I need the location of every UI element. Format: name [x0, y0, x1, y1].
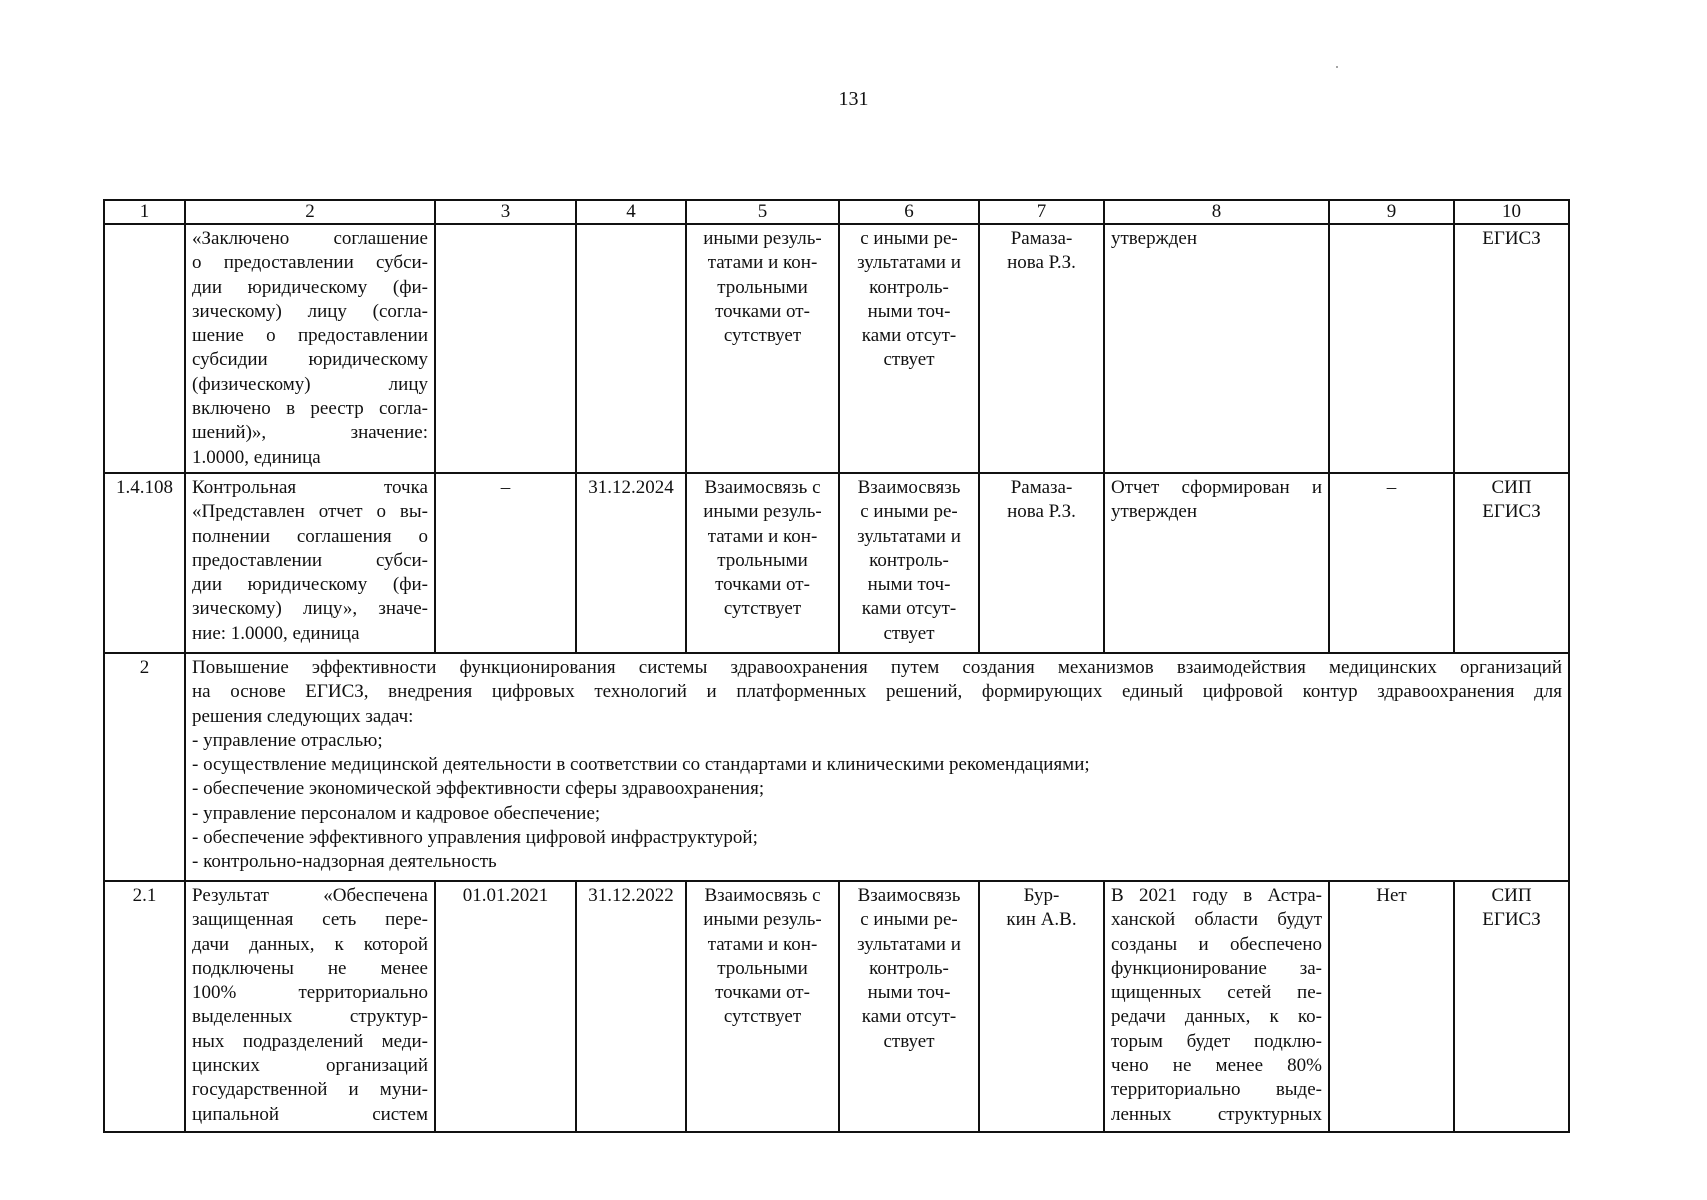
- text-line: о предоставлении субси-: [192, 252, 428, 274]
- text-line: кин А.В.: [1006, 909, 1077, 931]
- text-line: В 2021 году в Астра-: [1111, 885, 1322, 906]
- section-description-cell: [185, 653, 1569, 881]
- text-line: выделенных структур-: [192, 1006, 428, 1028]
- text-line: редачи данных, к ко-: [1111, 1006, 1322, 1028]
- header-cell: 5: [686, 200, 839, 224]
- text-line: утвержден: [1111, 501, 1197, 523]
- text-line: государственной и муни-: [192, 1079, 428, 1101]
- text-line: ками отсут-: [861, 1006, 957, 1028]
- plan-table: [103, 199, 1570, 1133]
- text-line: зическому) лицу (согла-: [192, 300, 428, 322]
- text-line: ние: 1.0000, единица: [192, 622, 360, 644]
- text-line: предоставлении субси-: [192, 549, 428, 571]
- description-cell: [1104, 224, 1329, 473]
- text-line: нова Р.З.: [1007, 252, 1076, 274]
- text-line: цинских организаций: [192, 1055, 428, 1077]
- text-line: Бур-: [1023, 885, 1060, 906]
- text-line: трольными: [717, 549, 808, 571]
- table-row-2-1: [104, 881, 1569, 1132]
- links-next-cell: [839, 473, 979, 653]
- links-next-cell: [839, 224, 979, 473]
- text-line: щищенных сетей пе-: [1111, 982, 1322, 1004]
- header-cell: 1: [104, 200, 185, 224]
- item-name-cell: [185, 881, 435, 1132]
- text-line: - осуществление медицинской деятельности в соответствии со стандартами и клиническими рекомендациями;: [192, 754, 1090, 776]
- row-number-cell: [104, 224, 185, 473]
- text-line: иными резуль-: [703, 501, 822, 523]
- text-line: - управление отраслью;: [192, 729, 383, 751]
- text-line: Взаимосвязь: [857, 477, 961, 498]
- text-line: контроль-: [869, 276, 949, 298]
- responsible-cell: [979, 881, 1104, 1132]
- text-line: Рамаза-: [1010, 228, 1073, 249]
- text-line: зультатами и: [857, 933, 961, 955]
- text-line: с иными ре-: [860, 228, 958, 249]
- text-line: с иными ре-: [860, 909, 958, 931]
- end-date-cell: 31.12.2022: [576, 881, 686, 1132]
- end-date-cell: [576, 224, 686, 473]
- text-line: контроль-: [869, 957, 949, 979]
- end-date-cell: 31.12.2024: [576, 473, 686, 653]
- row-number-cell: 1.4.108: [104, 473, 185, 653]
- text-line: сутствует: [723, 325, 802, 347]
- text-line: ствует: [883, 1030, 935, 1052]
- text-line: ными точ-: [867, 982, 951, 1004]
- text-line: Взаимосвязь с: [704, 477, 821, 498]
- text-line: - управление персоналом и кадровое обеспечение;: [192, 802, 601, 824]
- text-line: точками от-: [715, 574, 810, 596]
- text-line: субсидии юридическому: [192, 349, 428, 371]
- start-date-cell: [435, 224, 576, 473]
- description-cell: [1104, 473, 1329, 653]
- text-line: татами и кон-: [707, 933, 818, 955]
- text-line: территориально выде-: [1111, 1079, 1322, 1101]
- system-cell: [1454, 224, 1569, 473]
- responsible-cell: [979, 224, 1104, 473]
- level-cell: Нет: [1329, 881, 1454, 1132]
- links-prev-cell: [686, 473, 839, 653]
- text-line: ками отсут-: [861, 325, 957, 347]
- text-line: Повышение эффективности функционирования системы здравоохранения путем создания механизмов взаимодействия медицинских организаций: [192, 657, 1562, 678]
- text-line: полнении соглашения о: [192, 525, 428, 547]
- row-number-cell: 2: [104, 653, 185, 881]
- text-line: решения следующих задач:: [192, 705, 414, 727]
- text-line: дии юридическому (фи-: [192, 574, 428, 596]
- text-line: подключены не менее: [192, 957, 428, 979]
- text-line: (физическому) лицу: [192, 373, 428, 395]
- text-line: утвержден: [1111, 228, 1197, 249]
- header-cell: 7: [979, 200, 1104, 224]
- responsible-cell: [979, 473, 1104, 653]
- text-line: точками от-: [715, 982, 810, 1004]
- text-line: татами и кон-: [707, 252, 818, 274]
- table-row-2: [104, 653, 1569, 881]
- text-line: дии юридическому (фи-: [192, 276, 428, 298]
- text-line: функционирование за-: [1111, 957, 1322, 979]
- text-line: Результат «Обеспечена: [192, 885, 428, 906]
- text-line: - обеспечение экономической эффективности сферы здравоохранения;: [192, 778, 765, 800]
- text-line: защищенная сеть пере-: [192, 909, 428, 931]
- text-line: контроль-: [869, 549, 949, 571]
- text-line: с иными ре-: [860, 501, 958, 523]
- start-date-cell: –: [435, 473, 576, 653]
- text-line: ленных структурных: [1111, 1103, 1322, 1125]
- text-line: «Представлен отчет о вы-: [192, 501, 428, 523]
- text-line: СИП: [1491, 477, 1532, 498]
- system-cell: [1454, 473, 1569, 653]
- text-line: «Заключено соглашение: [192, 228, 428, 249]
- text-line: трольными: [717, 276, 808, 298]
- text-line: ками отсут-: [861, 598, 957, 620]
- text-line: ханской области будут: [1111, 909, 1322, 931]
- header-cell: 4: [576, 200, 686, 224]
- text-line: шение о предоставлении: [192, 325, 428, 347]
- text-line: трольными: [717, 957, 808, 979]
- text-line: СИП: [1491, 885, 1532, 906]
- text-line: ными точ-: [867, 574, 951, 596]
- text-line: дачи данных, к которой: [192, 933, 428, 955]
- item-name-cell: [185, 473, 435, 653]
- system-cell: [1454, 881, 1569, 1132]
- text-line: ЕГИСЗ: [1482, 501, 1541, 523]
- text-line: 1.0000, единица: [192, 446, 321, 468]
- text-line: сутствует: [723, 598, 802, 620]
- text-line: ных подразделений меди-: [192, 1030, 428, 1052]
- text-line: Контрольная точка: [192, 477, 428, 498]
- text-line: ствует: [883, 349, 935, 371]
- text-line: 100% территориально: [192, 982, 428, 1004]
- links-prev-cell: [686, 224, 839, 473]
- text-line: ЕГИСЗ: [1482, 228, 1541, 249]
- links-prev-cell: [686, 881, 839, 1132]
- text-line: нова Р.З.: [1007, 501, 1076, 523]
- text-line: ципальной систем: [192, 1103, 428, 1125]
- start-date-cell: 01.01.2021: [435, 881, 576, 1132]
- text-line: зультатами и: [857, 525, 961, 547]
- table-row-continuation: [104, 224, 1569, 473]
- description-cell: [1104, 881, 1329, 1132]
- row-number-cell: 2.1: [104, 881, 185, 1132]
- level-cell: –: [1329, 473, 1454, 653]
- text-line: торым будет подклю-: [1111, 1030, 1322, 1052]
- header-row: [104, 200, 1569, 224]
- text-line: зическому) лицу», значе-: [192, 598, 428, 620]
- links-next-cell: [839, 881, 979, 1132]
- text-line: созданы и обеспечено: [1111, 933, 1322, 955]
- header-cell: 10: [1454, 200, 1569, 224]
- text-line: сутствует: [723, 1006, 802, 1028]
- text-line: ствует: [883, 622, 935, 644]
- table-row-1-4-108: [104, 473, 1569, 653]
- text-line: Взаимосвязь: [857, 885, 961, 906]
- text-line: Взаимосвязь с: [704, 885, 821, 906]
- text-line: включено в реестр согла-: [192, 398, 428, 420]
- text-line: шений)», значение:: [192, 422, 428, 444]
- text-line: Отчет сформирован и: [1111, 477, 1322, 498]
- header-cell: 9: [1329, 200, 1454, 224]
- text-line: чено не менее 80%: [1111, 1055, 1322, 1077]
- text-line: на основе ЕГИСЗ, внедрения цифровых технологий и платформенных решений, формирующих единый цифровой контур здравоохранения для: [192, 681, 1562, 703]
- level-cell: [1329, 224, 1454, 473]
- text-line: иными резуль-: [703, 228, 822, 249]
- header-cell: 2: [185, 200, 435, 224]
- text-line: ЕГИСЗ: [1482, 909, 1541, 931]
- item-name-cell: [185, 224, 435, 473]
- header-cell: 3: [435, 200, 576, 224]
- text-line: Рамаза-: [1010, 477, 1073, 498]
- text-line: точками от-: [715, 300, 810, 322]
- header-cell: 8: [1104, 200, 1329, 224]
- header-cell: 6: [839, 200, 979, 224]
- text-line: татами и кон-: [707, 525, 818, 547]
- text-line: ными точ-: [867, 300, 951, 322]
- scan-speck: [1336, 66, 1338, 68]
- text-line: зультатами и: [857, 252, 961, 274]
- text-line: - контрольно-надзорная деятельность: [192, 851, 497, 873]
- page-number: 131: [838, 88, 869, 110]
- text-line: - обеспечение эффективного управления цифровой инфраструктурой;: [192, 827, 758, 849]
- text-line: иными резуль-: [703, 909, 822, 931]
